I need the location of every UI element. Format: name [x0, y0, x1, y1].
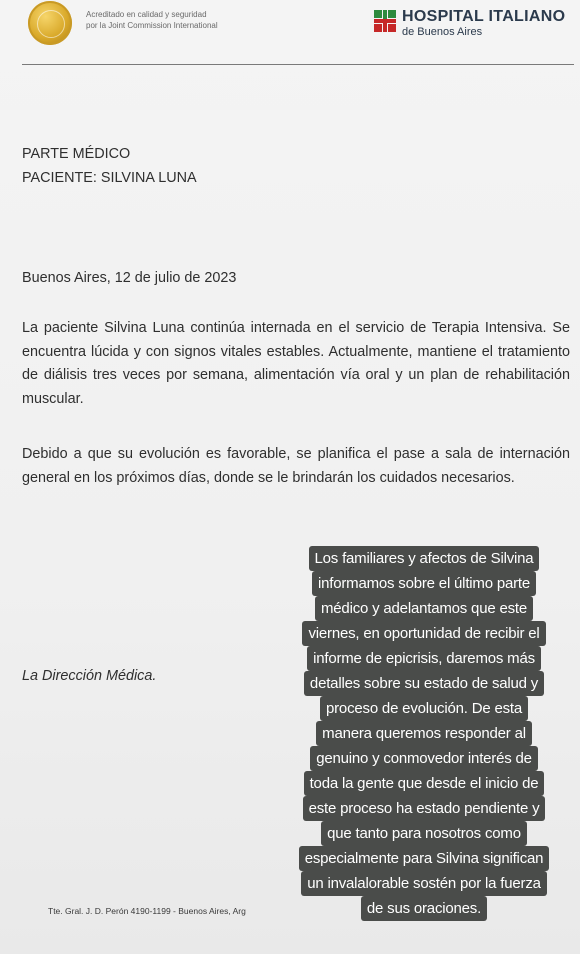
overlay-line: toda la gente que desde el inicio de [286, 771, 562, 796]
overlay-line: informe de epicrisis, daremos más [286, 646, 562, 671]
report-paragraph-1: La paciente Silvina Luna continúa internada en el servicio de Terapia Intensiva. Se encuentra lúcida y con signos vitales estables. Actualmente, mantiene el tratamiento de diálisis tres veces por semana, alimentación vía oral y un plan de rehabilitación muscular. [22, 320, 570, 407]
overlay-line: de sus oraciones. [286, 896, 562, 921]
overlay-line: detalles sobre su estado de salud y [286, 671, 562, 696]
overlay-line: que tanto para nosotros como [286, 821, 562, 846]
accreditation-line-1: Acreditado en calidad y seguridad [86, 10, 207, 19]
hospital-logo [374, 8, 574, 42]
patient-name: PACIENTE: SILVINA LUNA [22, 169, 197, 186]
document-heading [22, 143, 570, 190]
hospital-subtitle: de Buenos Aires [402, 26, 483, 38]
story-text-overlay [286, 546, 562, 921]
overlay-line: manera queremos responder al [286, 721, 562, 746]
report-paragraph-2: Debido a que su evolución es favorable, se planifica el pase a sala de internación general en los próximos días, donde se le brindarán los cuidados necesarios. [22, 446, 570, 486]
hospital-name: HOSPITAL ITALIANO [402, 8, 566, 25]
overlay-line: informamos sobre el último parte [286, 571, 562, 596]
overlay-line: Los familiares y afectos de Silvina [286, 546, 562, 571]
header-divider [22, 64, 574, 65]
overlay-line: proceso de evolución. De esta [286, 696, 562, 721]
jci-seal-icon [28, 1, 72, 45]
overlay-line: genuino y conmovedor interés de [286, 746, 562, 771]
letterhead [0, 0, 580, 64]
overlay-line: especialmente para Silvina significan [286, 846, 562, 871]
overlay-line: médico y adelantamos que este [286, 596, 562, 621]
accreditation-line-2: por la Joint Commission International [86, 21, 218, 30]
overlay-line: viernes, en oportunidad de recibir el [286, 621, 562, 646]
document-date: Buenos Aires, 12 de julio de 2023 [22, 270, 237, 286]
overlay-line: un invalalorable sostén por la fuerza [286, 871, 562, 896]
footer-address: Tte. Gral. J. D. Perón 4190-1199 - Buenos Aires, Arg [48, 906, 246, 916]
hospital-cross-icon [374, 10, 396, 32]
overlay-line: este proceso ha estado pendiente y [286, 796, 562, 821]
signature: La Dirección Médica. [22, 668, 157, 684]
accreditation-text [86, 9, 218, 31]
document-title: PARTE MÉDICO [22, 146, 131, 162]
